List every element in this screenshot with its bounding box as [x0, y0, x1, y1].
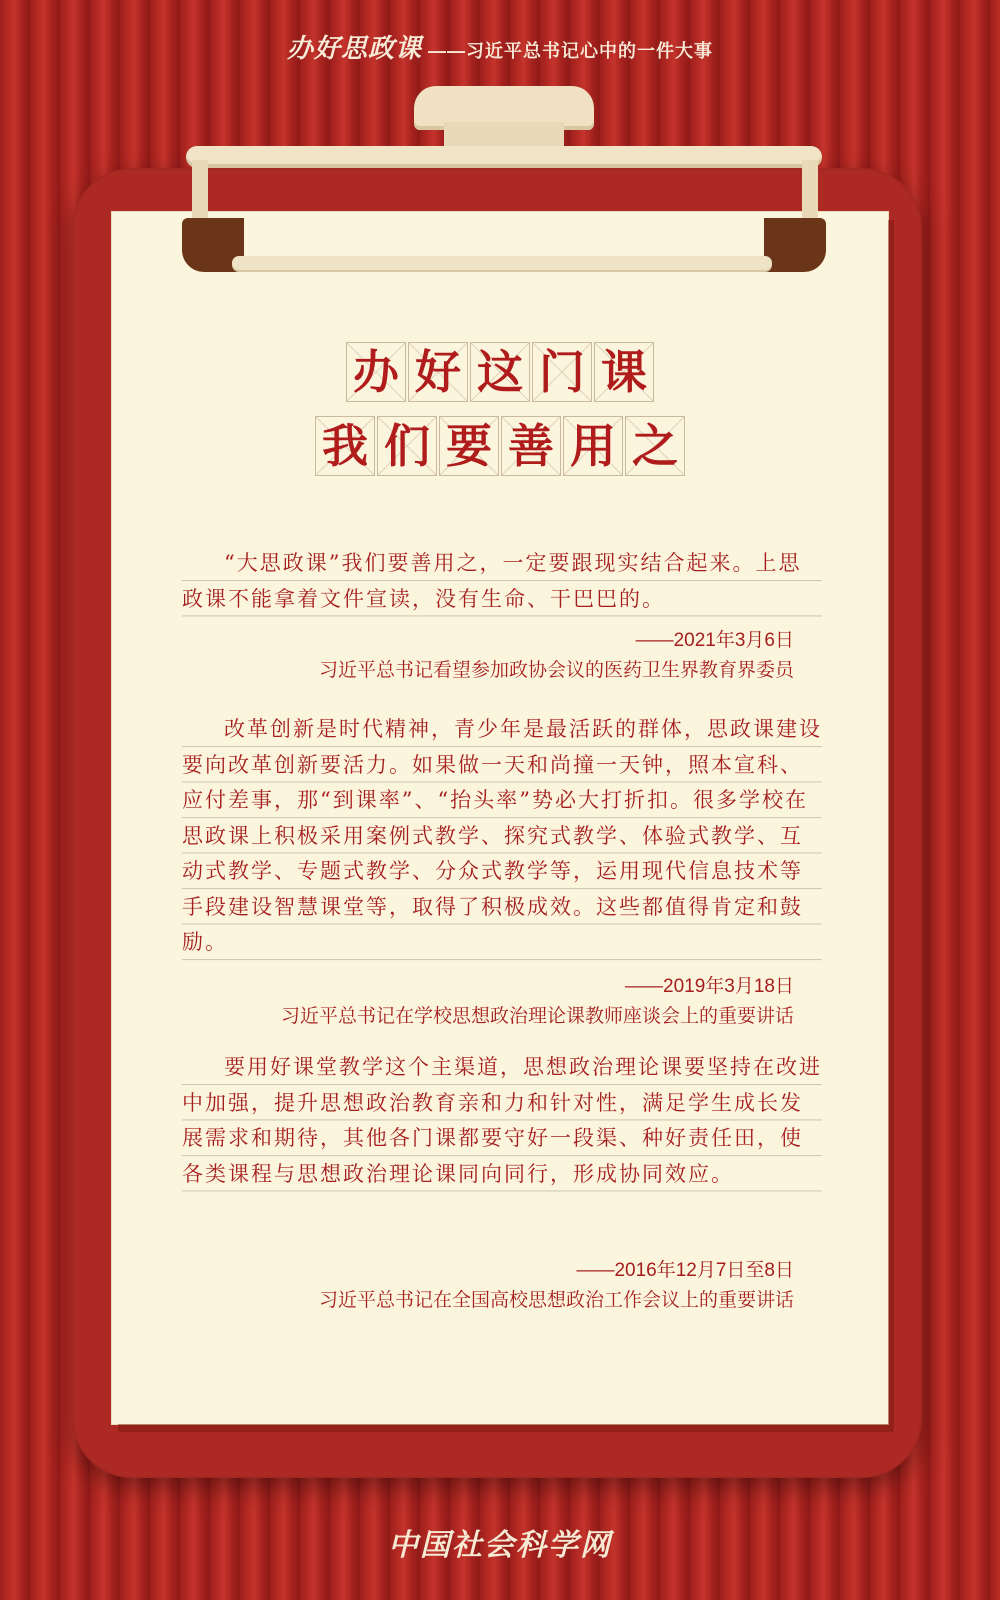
quote-occasion-1: 习近平总书记看望参加政协会议的医药卫生界教育界委员	[318, 660, 794, 681]
quote-source-3	[182, 1256, 794, 1316]
title-char: 好	[408, 342, 468, 402]
header-subtitle: ——习近平总书记心中的一件大事	[428, 41, 713, 61]
page-header	[0, 28, 1000, 65]
title-char: 课	[594, 342, 654, 402]
quote-date-2: ——2019年3月18日	[625, 976, 794, 997]
quote-source-1	[182, 626, 794, 686]
title-char: 这	[470, 342, 530, 402]
quote-date-3: ——2016年12月7日至8日	[576, 1260, 794, 1281]
quote-source-2	[182, 972, 794, 1032]
title-char: 要	[439, 416, 499, 476]
quote-occasion-2: 习近平总书记在学校思想政治理论课教师座谈会上的重要讲话	[280, 1006, 794, 1027]
quote-text-2: 改革创新是时代精神，青少年是最活跃的群体，思政课建设要向改革创新要活力。如果做一天和尚撞一天钟，照本宣科、应付差事，那“到课率”、“抬头率”势必大打折扣。很多学校在思政课上积极采用案例式教学、探究式教学、体验式教学、互动式教学、专题式教学、分众式教学等，运用现代信息技术等手段建设智慧课堂等，取得了积极成效。这些都值得肯定和鼓励。	[182, 712, 822, 961]
title-line-1	[112, 342, 888, 402]
title-char: 我	[315, 416, 375, 476]
site-logo: 中国社会科学网	[388, 1528, 612, 1563]
quote-text-1: “大思政课”我们要善用之，一定要跟现实结合起来。上思政课不能拿着文件宣读，没有生命、干巴巴的。	[182, 546, 822, 617]
title-char: 善	[501, 416, 561, 476]
quote-occasion-3: 习近平总书记在全国高校思想政治工作会议上的重要讲话	[318, 1290, 794, 1311]
quote-text-3: 要用好课堂教学这个主渠道，思想政治理论课要坚持在改进中加强，提升思想政治教育亲和力和针对性，满足学生成长发展需求和期待，其他各门课都要守好一段渠、种好责任田，使各类课程与思想政治理论课同向同行，形成协同效应。	[182, 1050, 822, 1192]
title-char: 办	[346, 342, 406, 402]
clip-bar	[186, 146, 822, 168]
clip-foot-right	[764, 218, 826, 272]
quote-date-1: ——2021年3月6日	[635, 630, 794, 651]
title-char: 门	[532, 342, 592, 402]
title-char: 之	[625, 416, 685, 476]
clip-rail	[232, 256, 772, 270]
title-char: 们	[377, 416, 437, 476]
title-line-2	[112, 416, 888, 476]
title-char: 用	[563, 416, 623, 476]
header-brush-title: 办好思政课	[286, 34, 422, 64]
